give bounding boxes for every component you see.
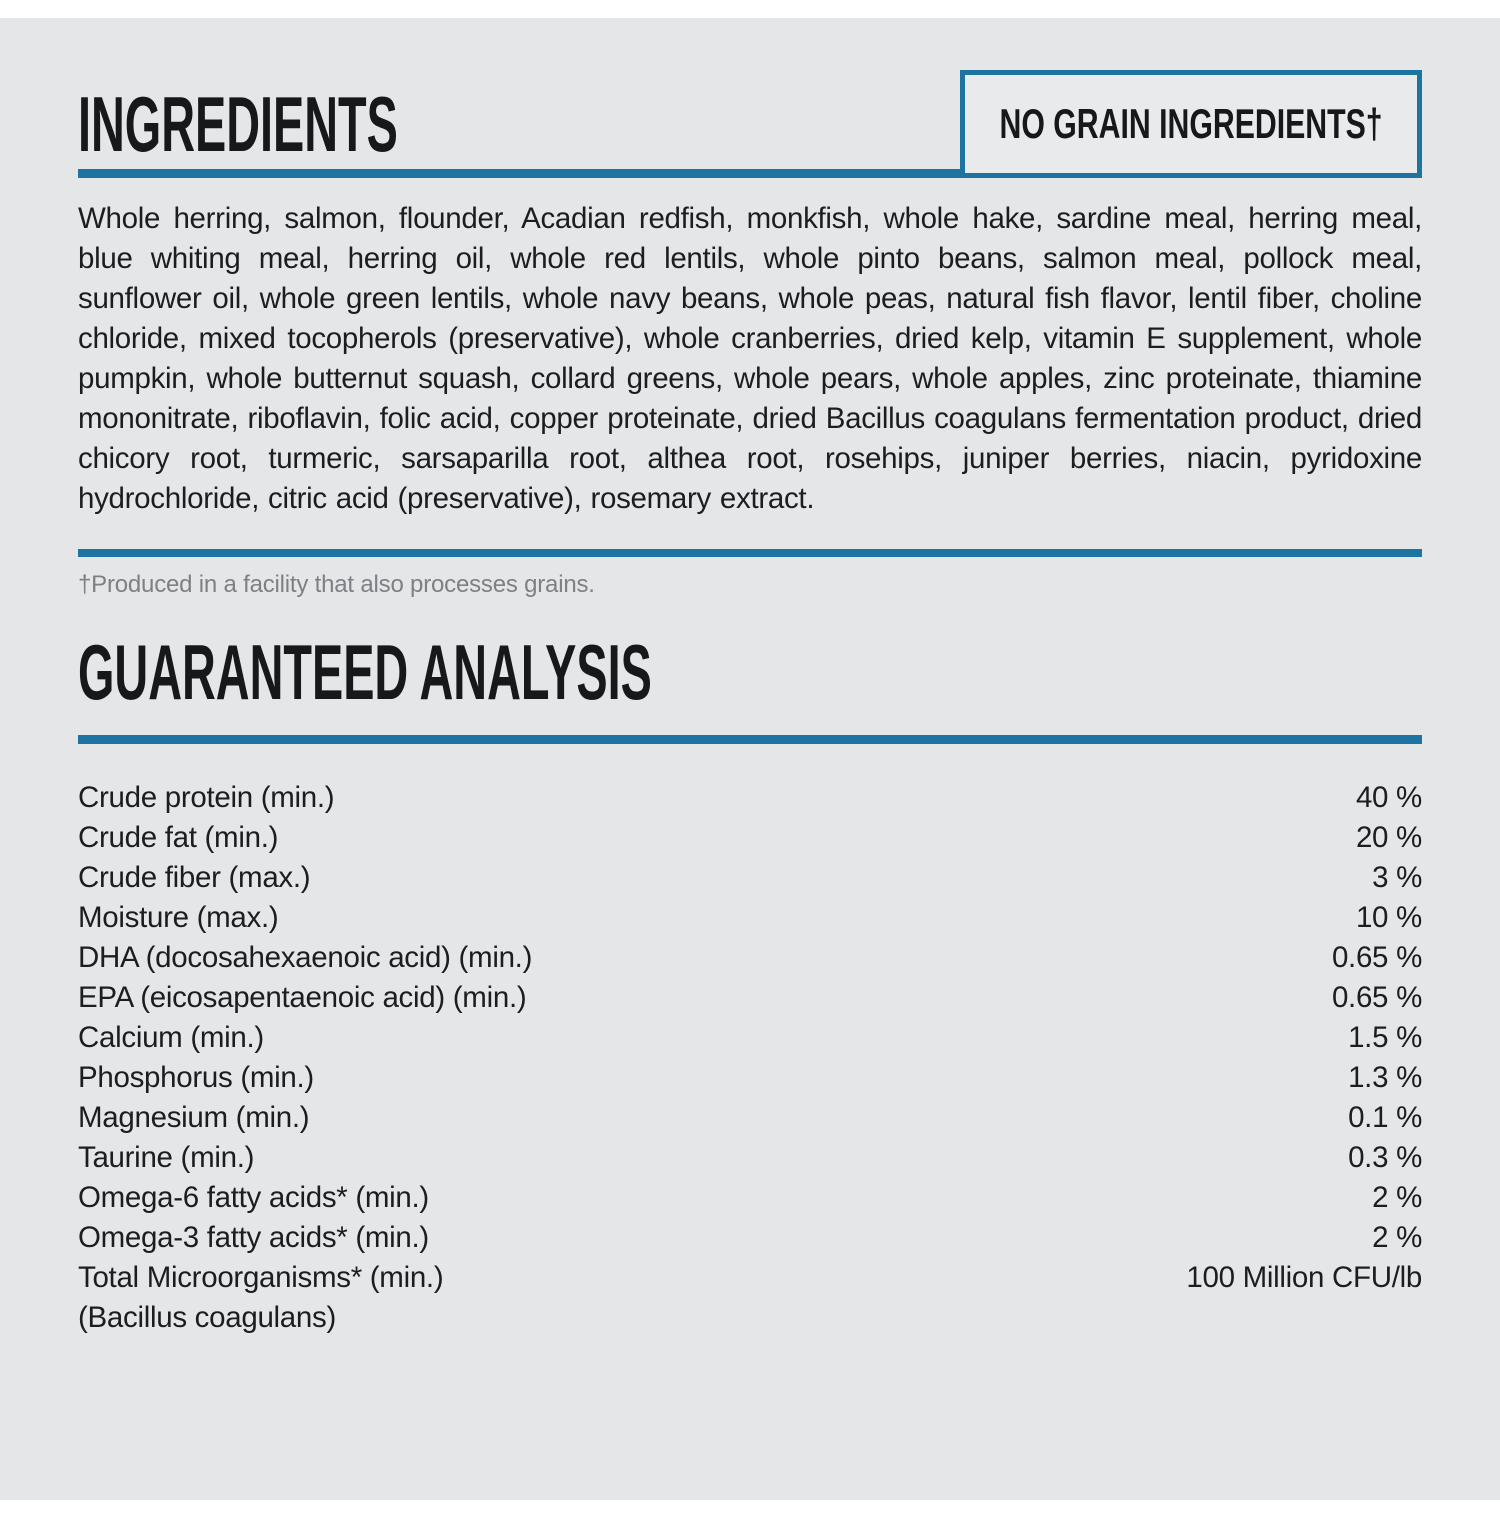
nutrient-label: (Bacillus coagulans)	[78, 1301, 336, 1334]
table-row	[78, 938, 1422, 978]
table-row	[78, 1098, 1422, 1138]
table-row	[78, 1138, 1422, 1178]
nutrient-label: Total Microorganisms* (min.)	[78, 1261, 444, 1294]
nutrient-value: 40 %	[1355, 781, 1422, 814]
nutrient-value: 0.1 %	[1348, 1101, 1422, 1134]
nutrient-label: Crude protein (min.)	[78, 781, 335, 814]
guaranteed-analysis-table	[78, 778, 1422, 1338]
nutrient-value: 100 Million CFU/lb	[1186, 1261, 1422, 1294]
ingredients-title: INGREDIENTS	[78, 80, 398, 168]
nutrient-value: 0.3 %	[1348, 1141, 1422, 1174]
nutrient-value: 10 %	[1355, 901, 1422, 934]
nutrient-value: 2 %	[1372, 1181, 1422, 1214]
table-row	[78, 978, 1422, 1018]
nutrient-value: 3 %	[1372, 861, 1422, 894]
nutrient-value: 0.65 %	[1331, 981, 1422, 1014]
nutrient-label: DHA (docosahexaenoic acid) (min.)	[78, 941, 533, 974]
nutrient-label: EPA (eicosapentaenoic acid) (min.)	[78, 981, 527, 1014]
table-row	[78, 818, 1422, 858]
nutrient-label: Moisture (max.)	[78, 901, 279, 934]
table-row	[78, 1018, 1422, 1058]
table-row	[78, 1258, 1422, 1298]
no-grain-badge-label: NO GRAIN INGREDIENTS†	[999, 100, 1383, 147]
nutrient-label: Phosphorus (min.)	[78, 1061, 314, 1094]
nutrient-label: Omega-3 fatty acids* (min.)	[78, 1221, 429, 1254]
nutrient-label: Taurine (min.)	[78, 1141, 255, 1174]
table-row	[78, 1058, 1422, 1098]
nutrient-value: 1.3 %	[1348, 1061, 1422, 1094]
nutrient-label: Crude fat (min.)	[78, 821, 279, 854]
grain-facility-footnote: †Produced in a facility that also processes grains.	[78, 571, 595, 598]
nutrient-label: Magnesium (min.)	[78, 1101, 310, 1134]
label-content	[0, 18, 1500, 1338]
ingredients-list-text: Whole herring, salmon, flounder, Acadian redfish, monkfish, whole hake, sardine meal, herring meal, blue whiting meal, herring oil, whole red lentils, whole pinto beans, salmon meal, pollock meal, sunflower oil, whole green lentils, whole navy beans, whole peas, natural fish flavor, lentil fiber, choline chloride, mixed tocopherols (preservative), whole cranberries, dried kelp, vitamin E supplement, whole pumpkin, whole butternut squash, collard greens, whole pears, whole apples, zinc proteinate, thiamine mononitrate, riboflavin, folic acid, copper proteinate, dried Bacillus coagulans fermentation product, dried chicory root, turmeric, sarsaparilla root, althea root, rosehips, juniper berries, niacin, pyridoxine hydrochloride, citric acid (preservative), rosemary extract.	[78, 202, 1422, 515]
guaranteed-analysis-header	[78, 628, 1422, 744]
nutrient-label: Crude fiber (max.)	[78, 861, 311, 894]
nutrient-value: 0.65 %	[1331, 941, 1422, 974]
table-row	[78, 858, 1422, 898]
table-row	[78, 1218, 1422, 1258]
table-row	[78, 898, 1422, 938]
table-row	[78, 1178, 1422, 1218]
guaranteed-analysis-title: GUARANTEED ANALYSIS	[78, 628, 652, 716]
table-row	[78, 778, 1422, 818]
pet-food-label-panel	[0, 18, 1500, 1500]
ingredients-header	[78, 18, 1422, 178]
nutrient-label: Calcium (min.)	[78, 1021, 264, 1054]
no-grain-badge	[960, 70, 1422, 178]
table-row	[78, 1298, 1422, 1338]
nutrient-value: 1.5 %	[1348, 1021, 1422, 1054]
section-divider	[78, 549, 1422, 557]
nutrient-label: Omega-6 fatty acids* (min.)	[78, 1181, 429, 1214]
nutrient-value: 2 %	[1372, 1221, 1422, 1254]
nutrient-value: 20 %	[1355, 821, 1422, 854]
